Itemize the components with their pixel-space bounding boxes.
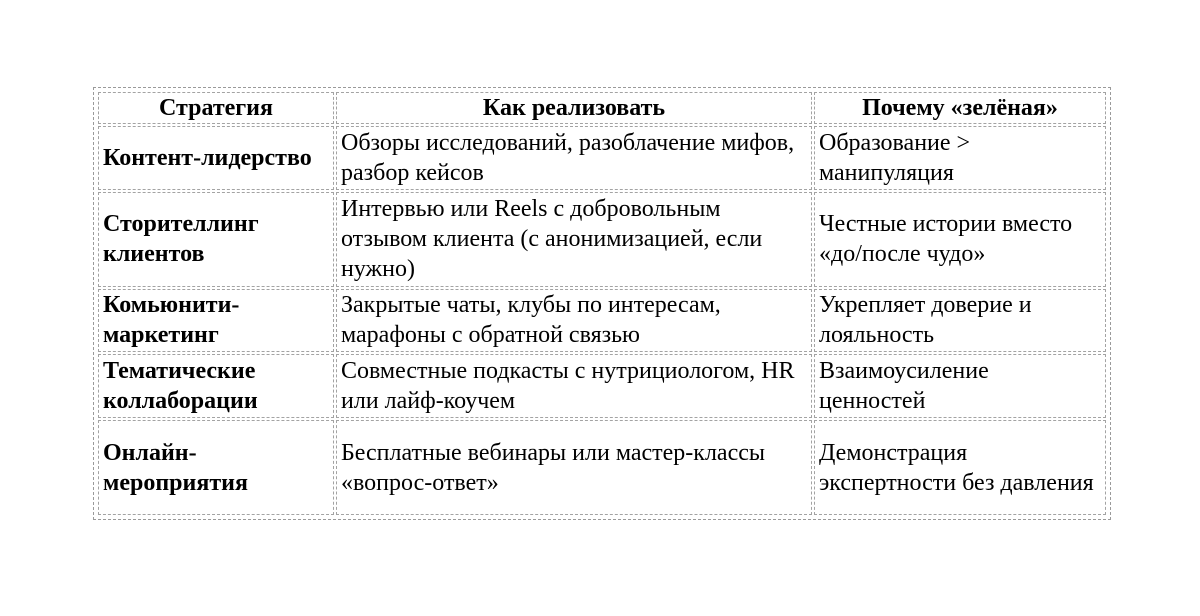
table-row	[98, 420, 1106, 515]
header-row	[98, 92, 1106, 124]
cell-strategy: Сторителлинг клиентов	[98, 192, 334, 287]
cell-strategy: Онлайн-мероприятия	[98, 420, 334, 515]
table-row	[98, 354, 1106, 418]
cell-why: Честные истории вместо «до/после чудо»	[814, 192, 1106, 287]
cell-strategy: Комьюнити-маркетинг	[98, 289, 334, 353]
cell-how: Интервью или Reels с добровольным отзывом клиента (с анонимизацией, если нужно)	[336, 192, 812, 287]
header-strategy: Стратегия	[98, 92, 334, 124]
table-header	[98, 92, 1106, 124]
cell-how: Бесплатные вебинары или мастер-классы «вопрос-ответ»	[336, 420, 812, 515]
table-row	[98, 289, 1106, 353]
cell-how: Обзоры исследований, разоблачение мифов, разбор кейсов	[336, 126, 812, 190]
table-body	[98, 126, 1106, 515]
strategy-table	[96, 90, 1108, 517]
cell-why: Демонстрация экспертности без давления	[814, 420, 1106, 515]
header-how: Как реализовать	[336, 92, 812, 124]
cell-why: Взаимоусиление ценностей	[814, 354, 1106, 418]
cell-why: Укрепляет доверие и лояльность	[814, 289, 1106, 353]
strategy-table-frame	[93, 87, 1111, 520]
cell-strategy: Тематические коллаборации	[98, 354, 334, 418]
cell-how: Совместные подкасты с нутрициологом, HR или лайф-коучем	[336, 354, 812, 418]
table-row	[98, 192, 1106, 287]
cell-how: Закрытые чаты, клубы по интересам, марафоны с обратной связью	[336, 289, 812, 353]
cell-why: Образование > манипуляция	[814, 126, 1106, 190]
table-row	[98, 126, 1106, 190]
header-why: Почему «зелёная»	[814, 92, 1106, 124]
cell-strategy: Контент-лидерство	[98, 126, 334, 190]
